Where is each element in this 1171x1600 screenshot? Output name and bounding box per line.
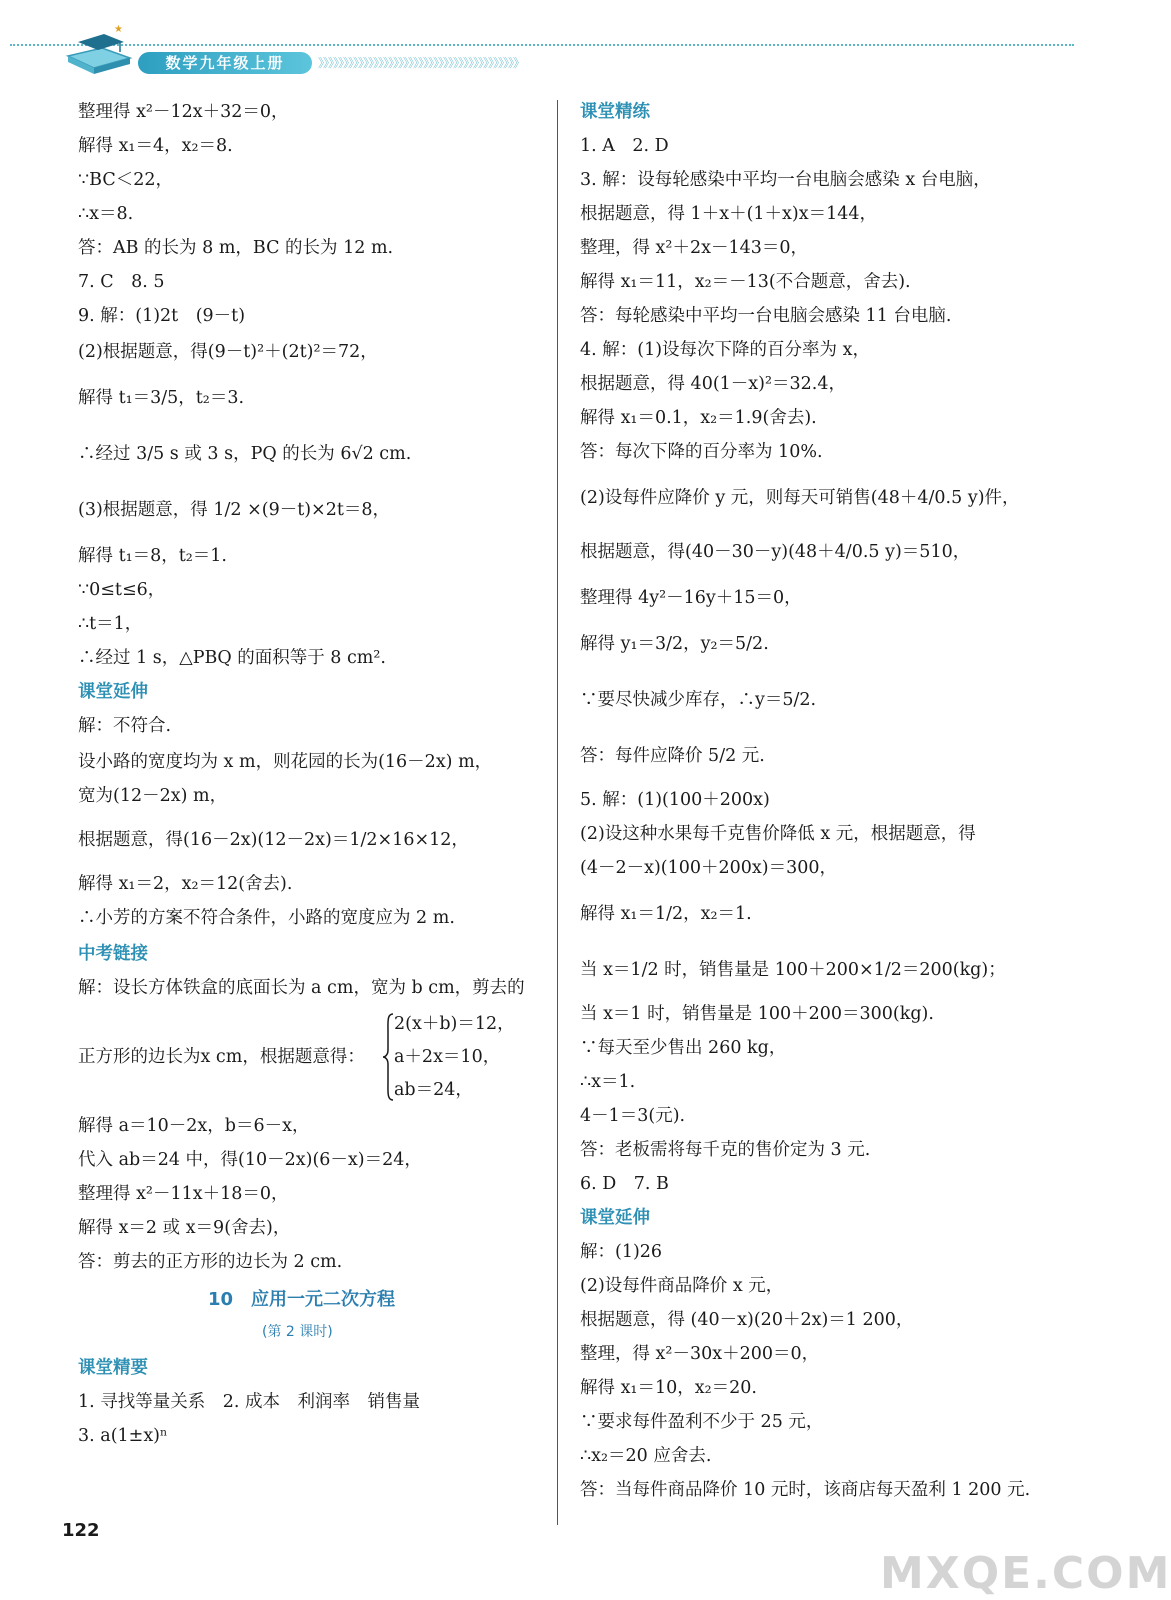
left-line: 解得 a＝10－2x，b＝6－x， [78,1116,310,1136]
right-line: 根据题意，得 (40－x)(20＋2x)＝1 200， [580,1310,914,1330]
left-line: ∴小芳的方案不符合条件，小路的宽度应为 2 m. [78,908,455,928]
left-line: 解：设长方体铁盒的底面长为 a cm，宽为 b cm，剪去的 [78,978,525,998]
system-brace-icon [382,1012,394,1102]
left-line: 解得 t₁＝8，t₂＝1. [78,546,227,566]
left-line: 3. a(1±x)ⁿ [78,1426,168,1446]
page-header [0,0,1084,80]
book-graduation-cap-icon [64,20,134,76]
left-line: ∴t＝1， [78,614,143,634]
right-line: 3. 解：设每轮感染中平均一台电脑会感染 x 台电脑， [580,170,991,190]
right-line: 4. 解：(1)设每次下降的百分率为 x， [580,340,870,360]
left-line: 设小路的宽度均为 x m，则花园的长为(16－2x) m， [78,752,493,772]
system-equation: a＋2x＝10， [394,1047,501,1067]
right-line: 当 x＝1/2 时，销售量是 100＋200×1/2＝200(kg)； [580,960,1006,980]
page-number: 122 [62,1520,100,1541]
left-line: 整理得 x²－11x＋18＝0， [78,1184,289,1204]
left-line: 1. 寻找等量关系 2. 成本 利润率 销售量 [78,1392,421,1412]
left-line: 根据题意，得(16－2x)(12－2x)＝1/2×16×12， [78,830,469,850]
right-line: 6. D 7. B [580,1174,669,1194]
left-line: 答：剪去的正方形的边长为 2 cm. [78,1252,343,1272]
left-line: 答：AB 的长为 8 m，BC 的长为 12 m. [78,238,394,258]
right-line: 解得 x₁＝1/2，x₂＝1. [580,904,752,924]
right-line: 答：每次下降的百分率为 10%. [580,442,823,462]
left-line: 解得 x₁＝4，x₂＝8. [78,136,233,156]
left-line: 解得 x₁＝2，x₂＝12(舍去). [78,874,293,894]
section-heading-extension-2: 课堂延伸 [580,1208,650,1228]
left-line: ∴x＝8. [78,204,134,224]
system-equation: 2(x＋b)＝12， [394,1014,515,1034]
section-heading-essentials: 课堂精要 [78,1358,148,1378]
left-line: ∵0≤t≤6， [78,580,166,600]
right-line: 根据题意，得 1＋x＋(1＋x)x＝144， [580,204,877,224]
column-divider [557,100,558,1525]
right-line: 4－1＝3(元). [580,1106,686,1126]
right-line: 整理，得 x²－30x＋200＝0， [580,1344,820,1364]
header-banner: 数学九年级上册 [138,52,312,74]
right-line: ∵要尽快减少库存，∴y＝5/2. [580,690,817,710]
watermark-logo: MXQE.COM [880,1548,1171,1599]
right-line: ∴x₂＝20 应舍去. [580,1446,712,1466]
chapter-subtitle: (第 2 课时) [262,1324,333,1340]
right-line: 当 x＝1 时，销售量是 100＋200＝300(kg). [580,1004,934,1024]
section-heading-extension: 课堂延伸 [78,682,148,702]
right-line: ∴x＝1. [580,1072,636,1092]
left-line: 整理得 x²－12x＋32＝0， [78,102,289,122]
right-line: (4－2－x)(100＋200x)＝300， [580,858,838,878]
left-line: 7. C 8. 5 [78,272,165,292]
right-line: 根据题意，得 40(1－x)²＝32.4， [580,374,846,394]
right-line: 答：当每件商品降价 10 元时，该商店每天盈利 1 200 元. [580,1480,1031,1500]
right-line: 根据题意，得(40－30－y)(48＋4/0.5 y)＝510， [580,542,971,562]
right-line: ∵要求每件盈利不少于 25 元， [580,1412,824,1432]
left-line: 正方形的边长为x cm，根据题意得： [78,1047,365,1067]
left-line: 9. 解：(1)2t (9－t) [78,306,246,326]
svg-text:★: ★ [114,24,123,35]
left-line: 代入 ab＝24 中，得(10－2x)(6－x)＝24， [78,1150,422,1170]
right-line: 5. 解：(1)(100＋200x) [580,790,770,810]
left-line: ∴经过 1 s，△PBQ 的面积等于 8 cm². [78,648,386,668]
left-line: ∵BC＜22， [78,170,173,190]
right-line: 1. A 2. D [580,136,669,156]
section-heading-practice: 课堂精练 [580,102,650,122]
left-line: 解得 x＝2 或 x＝9(舍去)， [78,1218,291,1238]
chapter-title: 10 应用一元二次方程 [208,1289,396,1310]
right-line: 答：每轮感染中平均一台电脑会感染 11 台电脑. [580,306,952,326]
left-line: ∴经过 3/5 s 或 3 s，PQ 的长为 6√2 cm. [78,444,412,464]
left-line: 解：不符合. [78,716,172,736]
section-heading-exam-link: 中考链接 [78,944,148,964]
right-line: 解得 y₁＝3/2，y₂＝5/2. [580,634,769,654]
system-equation: ab＝24， [394,1080,473,1100]
right-line: 整理得 4y²－16y＋15＝0， [580,588,802,608]
right-line: 整理，得 x²＋2x－143＝0， [580,238,808,258]
right-line: (2)设每件商品降价 x 元， [580,1276,784,1296]
right-line: 答：每件应降价 5/2 元. [580,746,765,766]
left-line: (3)根据题意，得 1/2 ×(9－t)×2t＝8， [78,500,391,520]
header-dotted-line [10,44,1074,46]
right-line: 解得 x₁＝10，x₂＝20. [580,1378,757,1398]
right-line: ∵每天至少售出 260 kg， [580,1038,787,1058]
right-line: 解得 x₁＝11，x₂＝－13(不合题意，舍去). [580,272,911,292]
left-line: (2)根据题意，得(9－t)²＋(2t)²＝72， [78,342,378,362]
right-line: (2)设每件应降价 y 元，则每天可销售(48＋4/0.5 y)件， [580,488,1020,508]
left-line: 宽为(12－2x) m， [78,786,228,806]
right-line: 解得 x₁＝0.1，x₂＝1.9(舍去). [580,408,817,428]
header-chevrons: 》》》》》》》》》》》》》》》》》》》》》》》》》》》》》》》》》》》》》》》》 [318,56,525,70]
right-line: 解：(1)26 [580,1242,663,1262]
right-line: (2)设这种水果每千克售价降低 x 元，根据题意，得 [580,824,976,844]
right-line: 答：老板需将每千克的售价定为 3 元. [580,1140,871,1160]
left-line: 解得 t₁＝3/5，t₂＝3. [78,388,245,408]
